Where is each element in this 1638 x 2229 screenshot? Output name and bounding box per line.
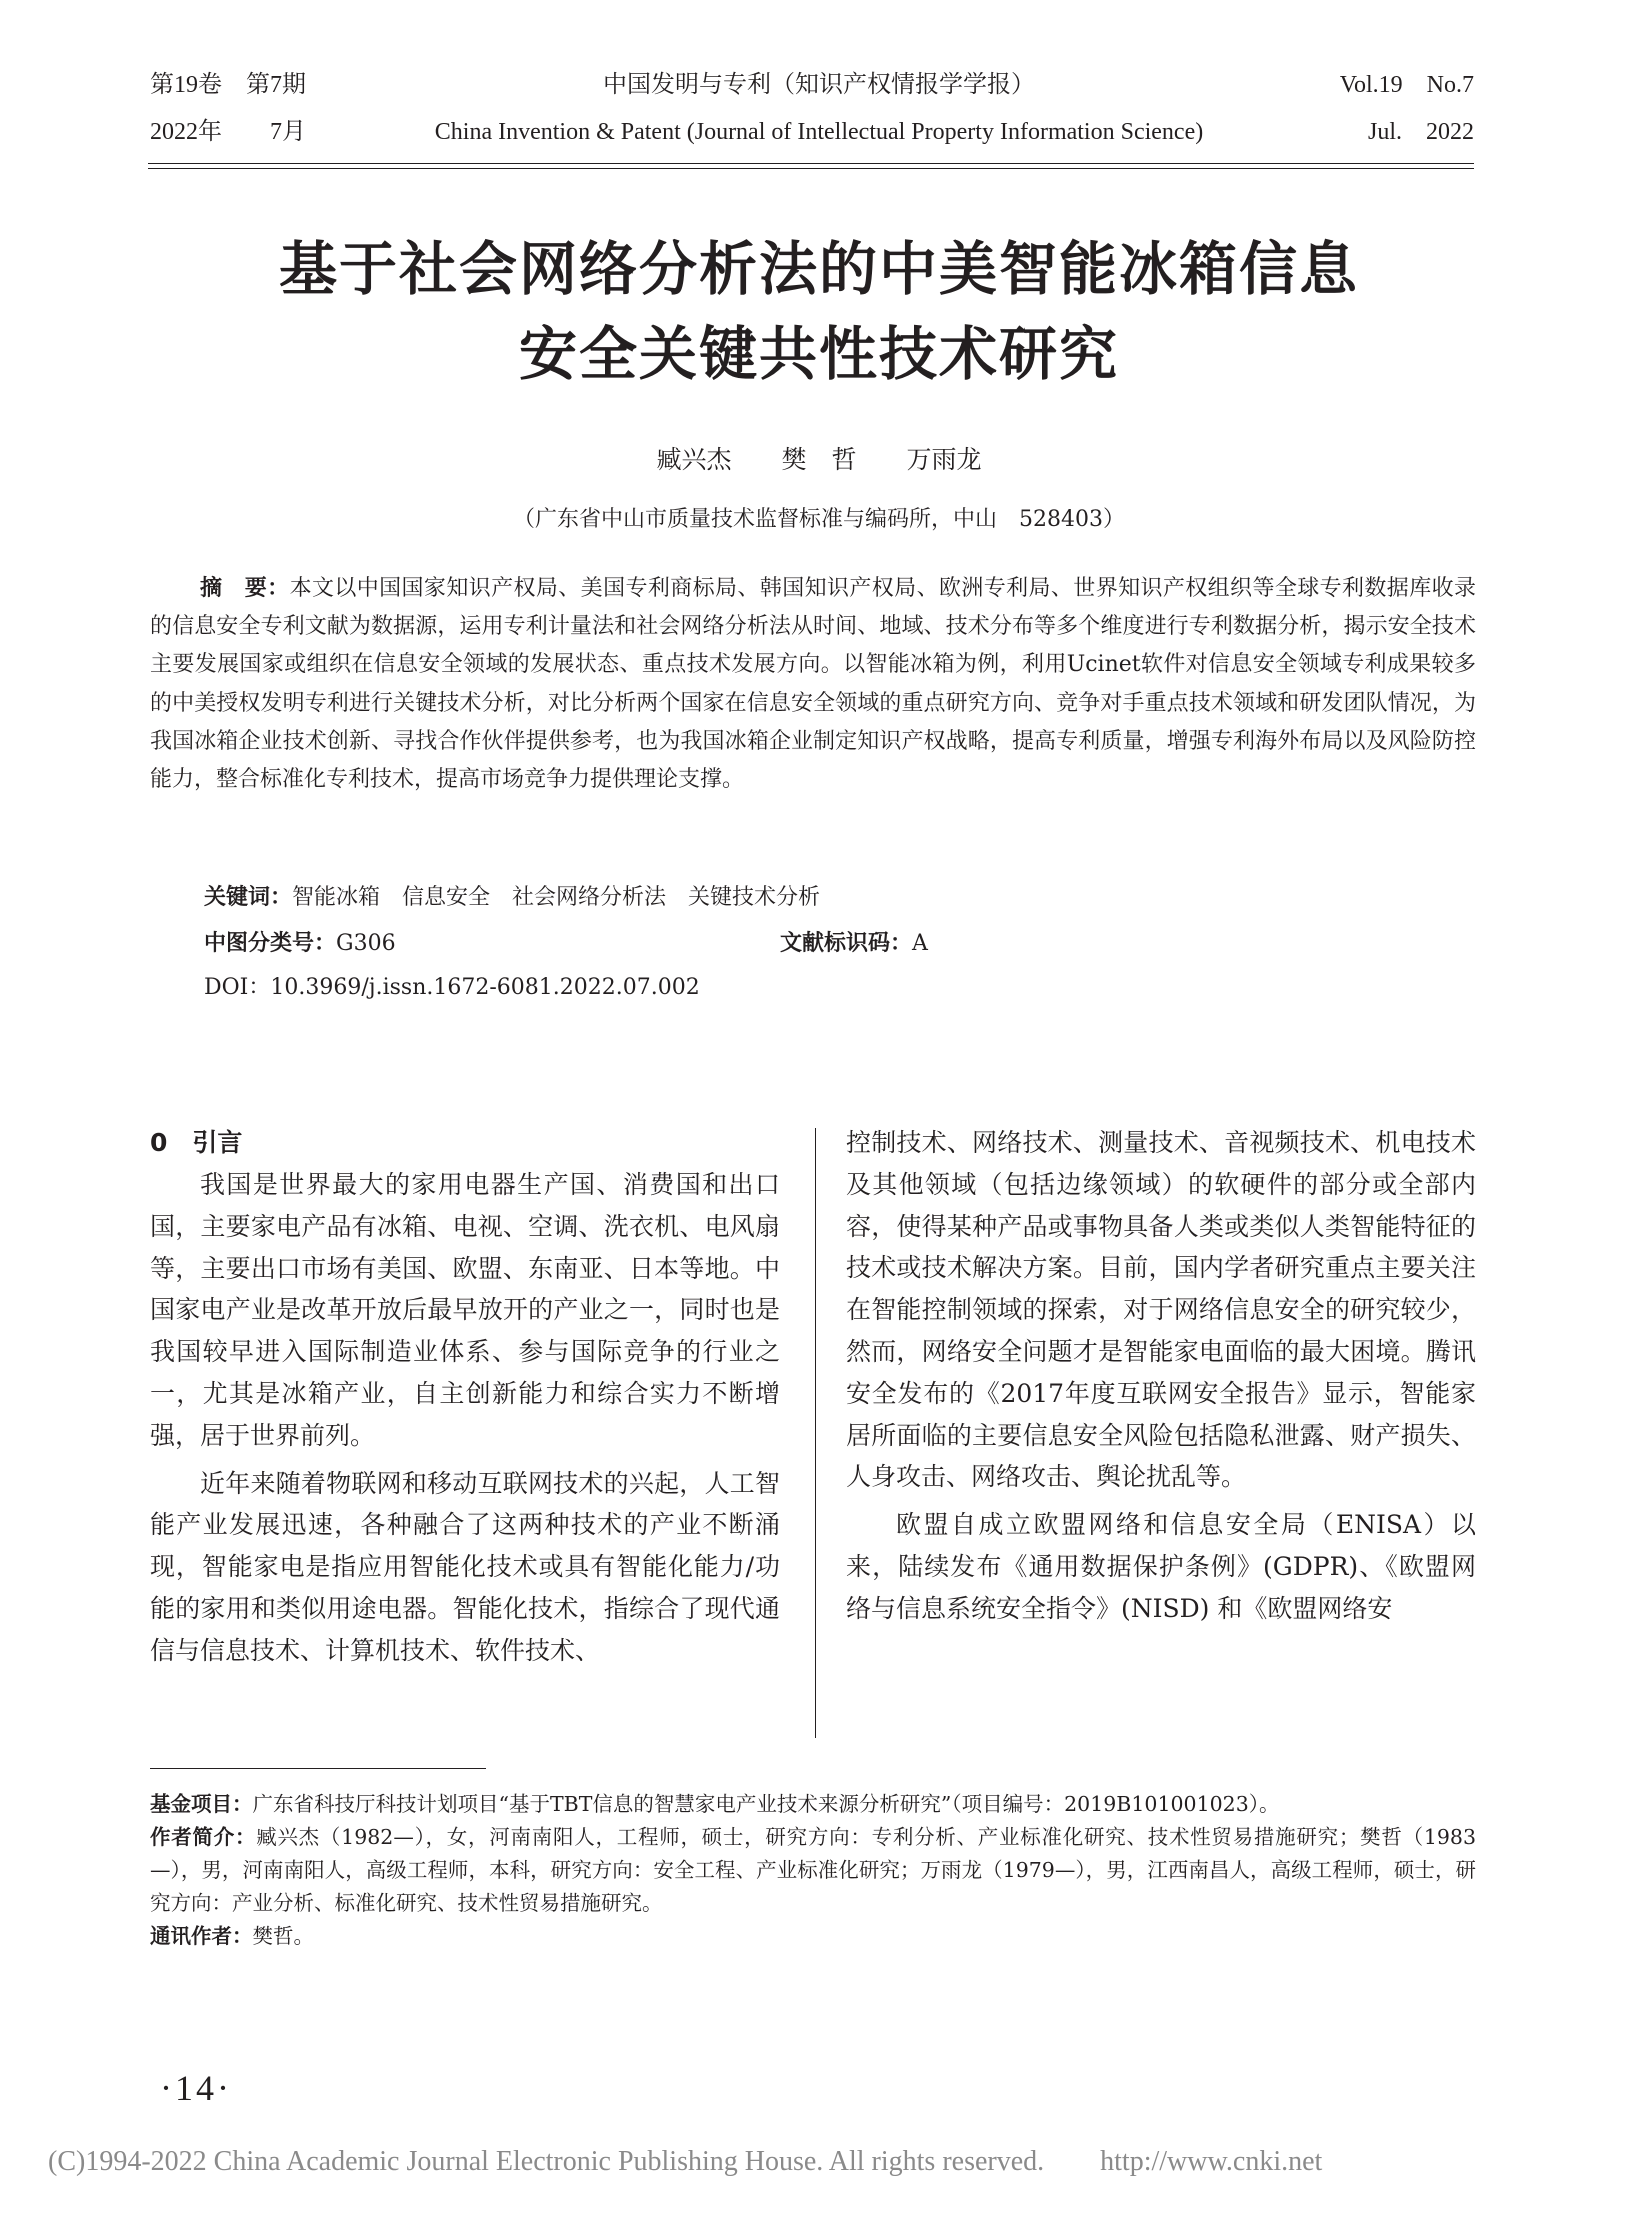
- abstract-text: 本文以中国国家知识产权局、美国专利商标局、韩国知识产权局、欧洲专利局、世界知识产权组织等全球专利数据库收录的信息安全专利文献为数据源，运用专利计量法和社会网络分析法从时间、地域、技术分布等多个维度进行专利数据分析，揭示安全技术主要发展国家或组织在信息安全领域的发展状态、重点技术发展方向。以智能冰箱为例，利用Ucinet软件对信息安全领域专利成果较多的中美授权发明专利进行关键技术分析，对比分析两个国家在信息安全领域的重点研究方向、竞争对手重点技术领域和研发团队情况，为我国冰箱企业技术创新、寻找合作伙伴提供参考，也为我国冰箱企业制定知识产权战略，提高专利质量，增强专利海外布局以及风险防控能力，整合标准化专利技术，提高市场竞争力提供理论支撑。: [150, 576, 1476, 793]
- body-paragraph: 近年来随着物联网和移动互联网技术的兴起，人工智能产业发展迅速，各种融合了这两种技术的产业不断涌现，智能家电是指应用智能化技术或具有智能化能力/功能的家用和类似用途电器。智能化技术，指综合了现代通信与信息技术、计算机技术、软件技术、: [150, 1468, 780, 1665]
- clc-label: 中图分类号：: [204, 931, 337, 956]
- footnotes: [150, 1788, 1476, 1953]
- doi-link[interactable]: 10.3969/j.issn.1672-6081.2022.07.002: [270, 975, 700, 1000]
- corresponding-text: 樊哲。: [252, 1924, 314, 1948]
- copyright-watermark: (C)1994-2022 China Academic Journal Electronic Publishing House. All rights reserved. http://www.cnki.net: [48, 2146, 1323, 2177]
- abstract: [150, 570, 1476, 799]
- header-journal-title-cn: 中国发明与专利（知识产权情报学学报）: [603, 72, 1035, 98]
- footnote-fund: [150, 1788, 1476, 1821]
- header-date: 2022年 7月: [150, 119, 306, 145]
- body-right-column: [846, 1122, 1476, 1630]
- clc-number: [204, 929, 396, 959]
- clc-value: G306: [336, 931, 396, 956]
- header-date-en: Jul. 2022: [1367, 119, 1474, 145]
- document-code-value: A: [912, 931, 928, 956]
- doi-label: DOI：: [204, 975, 271, 1000]
- header-volume-issue: 第19卷 第7期: [150, 72, 306, 98]
- affiliation: （广东省中山市质量技术监督标准与编码所，中山 528403）: [513, 507, 1125, 532]
- keywords: [204, 883, 820, 913]
- article-title-line-2: 安全关键共性技术研究: [518, 320, 1119, 388]
- header-volume-issue-en: Vol.19 No.7: [1339, 72, 1474, 98]
- section-heading-introduction: 0 引言: [150, 1128, 243, 1157]
- header-journal-title-en: China Invention & Patent (Journal of Intellectual Property Information Science): [434, 119, 1204, 145]
- header-rule: [148, 163, 1474, 164]
- keywords-label: 关键词：: [204, 885, 293, 910]
- bio-text: 臧兴杰（1982—），女，河南南阳人，工程师，硕士，研究方向：专利分析、产业标准化研究、技术性贸易措施研究；樊哲（1983—），男，河南南阳人，高级工程师，本科，研究方向：安全工程、产业标准化研究；万雨龙（1979—），男，江西南昌人，高级工程师，硕士，研究方向：产业分析、标准化研究、技术性贸易措施研究。: [150, 1825, 1476, 1915]
- body-paragraph: 我国是世界最大的家用电器生产国、消费国和出口国，主要家电产品有冰箱、电视、空调、洗衣机、电风扇等，主要出口市场有美国、欧盟、东南亚、日本等地。中国家电产业是改革开放后最早放开的产业之一，同时也是我国较早进入国际制造业体系、参与国际竞争的行业之一，尤其是冰箱产业，自主创新能力和综合实力不断增强，居于世界前列。: [150, 1170, 780, 1450]
- footnote-corresponding: [150, 1920, 1476, 1953]
- doi: [204, 973, 700, 1003]
- article-title-line-1: 基于社会网络分析法的中美智能冰箱信息: [278, 235, 1359, 303]
- header-rule-thin: [148, 168, 1474, 169]
- bio-label: 作者简介：: [150, 1825, 257, 1849]
- document-code-label: 文献标识码：: [780, 931, 913, 956]
- footnote-bio: [150, 1821, 1476, 1920]
- keywords-text: 智能冰箱 信息安全 社会网络分析法 关键技术分析: [292, 885, 821, 910]
- page-number: ·14·: [160, 2068, 232, 2108]
- fund-text: 广东省科技厅科技计划项目“基于TBT信息的智慧家电产业技术来源分析研究”（项目编号：2019B101001023）。: [252, 1792, 1280, 1816]
- body-paragraph: 控制技术、网络技术、测量技术、音视频技术、机电技术及其他领域（包括边缘领域）的软硬件的部分或全部内容，使得某种产品或事物具备人类或类似人类智能特征的技术或技术解决方案。目前，国内学者研究重点主要关注在智能控制领域的探索，对于网络信息安全的研究较少，然而，网络安全问题才是智能家电面临的最大困境。腾讯安全发布的《2017年度互联网安全报告》显示，智能家居所面临的主要信息安全风险包括隐私泄露、财产损失、人身攻击、网络攻击、舆论扰乱等。: [846, 1128, 1476, 1492]
- column-divider: [815, 1128, 816, 1738]
- body-paragraph: 欧盟自成立欧盟网络和信息安全局（ENISA）以来，陆续发布《通用数据保护条例》(GDPR)、《欧盟网络与信息系统安全指令》(NISD) 和《欧盟网络安: [846, 1510, 1476, 1623]
- footnote-rule: [150, 1768, 486, 1769]
- document-code: [780, 929, 928, 959]
- authors: 臧兴杰 樊 哲 万雨龙: [656, 445, 982, 474]
- corresponding-label: 通讯作者：: [150, 1924, 253, 1948]
- abstract-label: 摘 要：: [200, 576, 290, 601]
- body-left-column: [150, 1122, 780, 1672]
- fund-label: 基金项目：: [150, 1792, 253, 1816]
